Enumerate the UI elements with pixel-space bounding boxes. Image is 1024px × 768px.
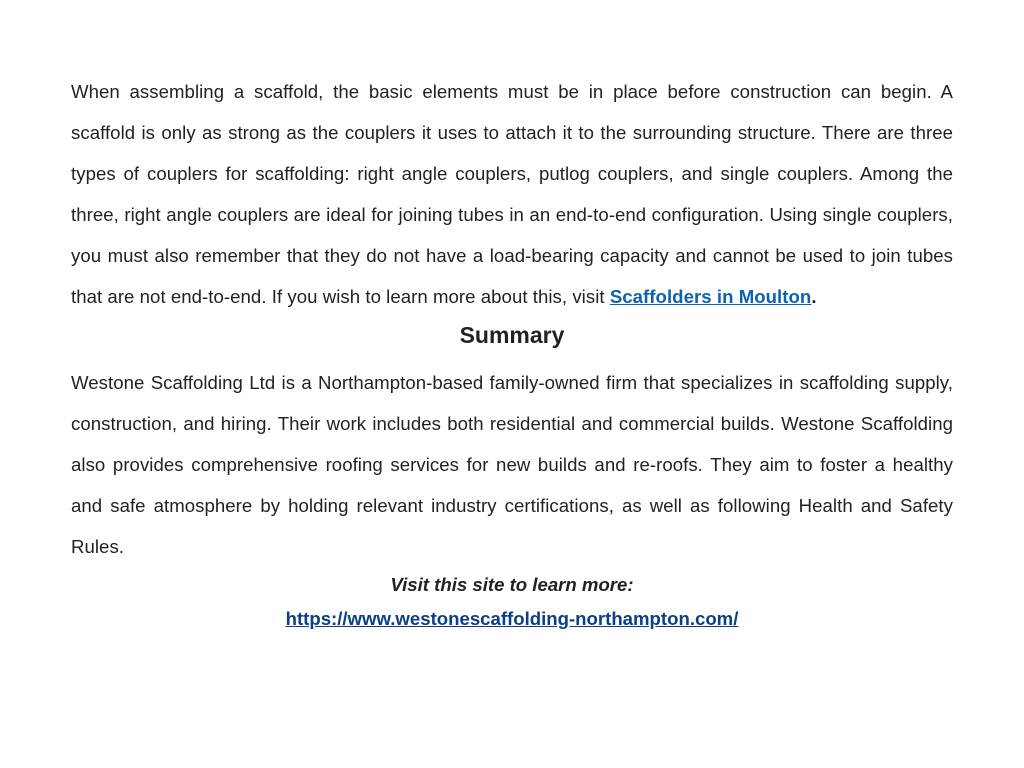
intro-paragraph: [71, 71, 953, 317]
scaffolders-in-moulton-link[interactable]: Scaffolders in Moulton: [609, 286, 812, 307]
document-page: [71, 71, 953, 633]
website-url-link[interactable]: https://www.westonescaffolding-northampton.com/: [285, 608, 739, 629]
intro-paragraph-period: .: [811, 286, 817, 307]
intro-paragraph-text: When assembling a scaffold, the basic elements must be in place before construction can begin. A scaffold is only as strong as the couplers it uses to attach it to the surrounding structure. There are three types of couplers for scaffolding: right angle couplers, putlog couplers, and single couplers. Among the three, right angle couplers are ideal for joining tubes in an end-to-end configuration. Using single couplers, you must also remember that they do not have a load-bearing capacity and cannot be used to join tubes that are not end-to-end. If you wish to learn more about this, visit: [71, 81, 953, 307]
summary-paragraph: Westone Scaffolding Ltd is a Northampton-based family-owned firm that specializes in scaffolding supply, construction, and hiring. Their work includes both residential and commercial builds. Westone Scaffolding also provides comprehensive roofing services for new builds and re-roofs. They aim to foster a healthy and safe atmosphere by holding relevant industry certifications, as well as following Health and Safety Rules.: [71, 372, 953, 557]
summary-heading: Summary: [459, 322, 565, 348]
visit-site-callout: Visit this site to learn more:: [390, 574, 634, 595]
